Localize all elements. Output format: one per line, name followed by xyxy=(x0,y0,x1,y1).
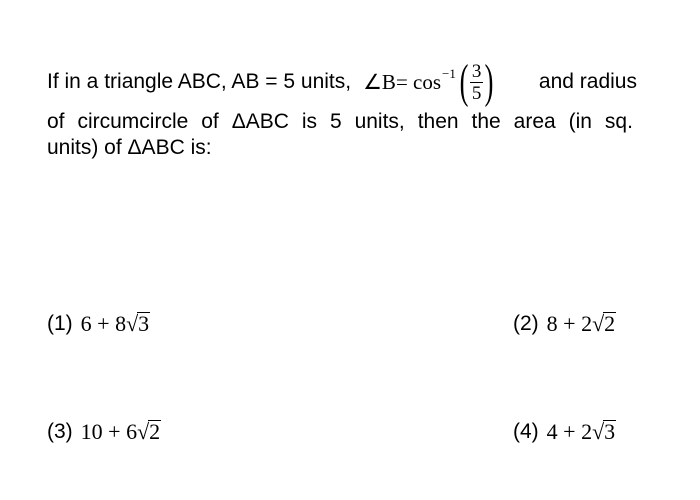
word: the xyxy=(471,110,501,133)
radicand: 2 xyxy=(604,311,616,336)
fraction-denominator: 5 xyxy=(471,82,482,104)
word: sq. xyxy=(604,110,633,133)
expression-lead: 6 + 8 xyxy=(80,311,127,336)
left-paren: ( xyxy=(459,55,469,108)
square-root xyxy=(592,311,616,337)
word: is xyxy=(301,110,318,133)
question-line-3: units) of ΔABC is: xyxy=(47,136,212,159)
radical-sign-icon: √ xyxy=(126,311,139,336)
word: of xyxy=(47,110,65,133)
question-suffix: and radius xyxy=(538,70,637,93)
option-expression xyxy=(547,311,617,337)
fraction xyxy=(470,61,484,104)
option-1[interactable] xyxy=(47,311,150,337)
option-label: (3) xyxy=(47,420,73,443)
angle-symbol: ∠B xyxy=(363,70,396,94)
option-4[interactable] xyxy=(513,419,616,445)
word: area xyxy=(513,110,556,133)
word: units, xyxy=(354,110,405,133)
option-label: (1) xyxy=(47,312,73,335)
expression-lead: 4 + 2 xyxy=(546,419,593,444)
option-label: (4) xyxy=(513,420,539,443)
option-3[interactable] xyxy=(47,419,161,445)
radical-sign-icon: √ xyxy=(592,419,605,444)
radicand: 3 xyxy=(604,419,616,444)
fraction-numerator: 3 xyxy=(471,60,482,82)
word: ΔABC xyxy=(231,110,289,133)
radicand: 2 xyxy=(149,419,161,444)
word: 5 xyxy=(329,110,342,133)
word: (in xyxy=(568,110,592,133)
option-expression xyxy=(81,311,151,337)
question-line-1 xyxy=(47,55,637,108)
square-root xyxy=(126,311,150,337)
inverse-superscript: −1 xyxy=(442,66,456,81)
expression-lead: 8 + 2 xyxy=(546,311,593,336)
expression-lead: 10 + 6 xyxy=(80,419,138,444)
radicand: 3 xyxy=(138,311,150,336)
option-expression xyxy=(81,419,162,445)
word: then xyxy=(417,110,459,133)
angle-formula xyxy=(363,55,497,108)
question-prefix: If in a triangle ABC, AB = 5 units, xyxy=(47,70,352,93)
radical-sign-icon: √ xyxy=(592,311,605,336)
option-2[interactable] xyxy=(513,311,616,337)
word: circumcircle xyxy=(77,110,189,133)
equals-cos: = cos xyxy=(395,70,442,94)
option-label: (2) xyxy=(513,312,539,335)
square-root xyxy=(137,419,161,445)
square-root xyxy=(592,419,616,445)
option-expression xyxy=(547,419,617,445)
radical-sign-icon: √ xyxy=(137,419,150,444)
question-line-2 xyxy=(47,109,633,135)
right-paren: ) xyxy=(484,55,494,108)
word: of xyxy=(201,110,219,133)
